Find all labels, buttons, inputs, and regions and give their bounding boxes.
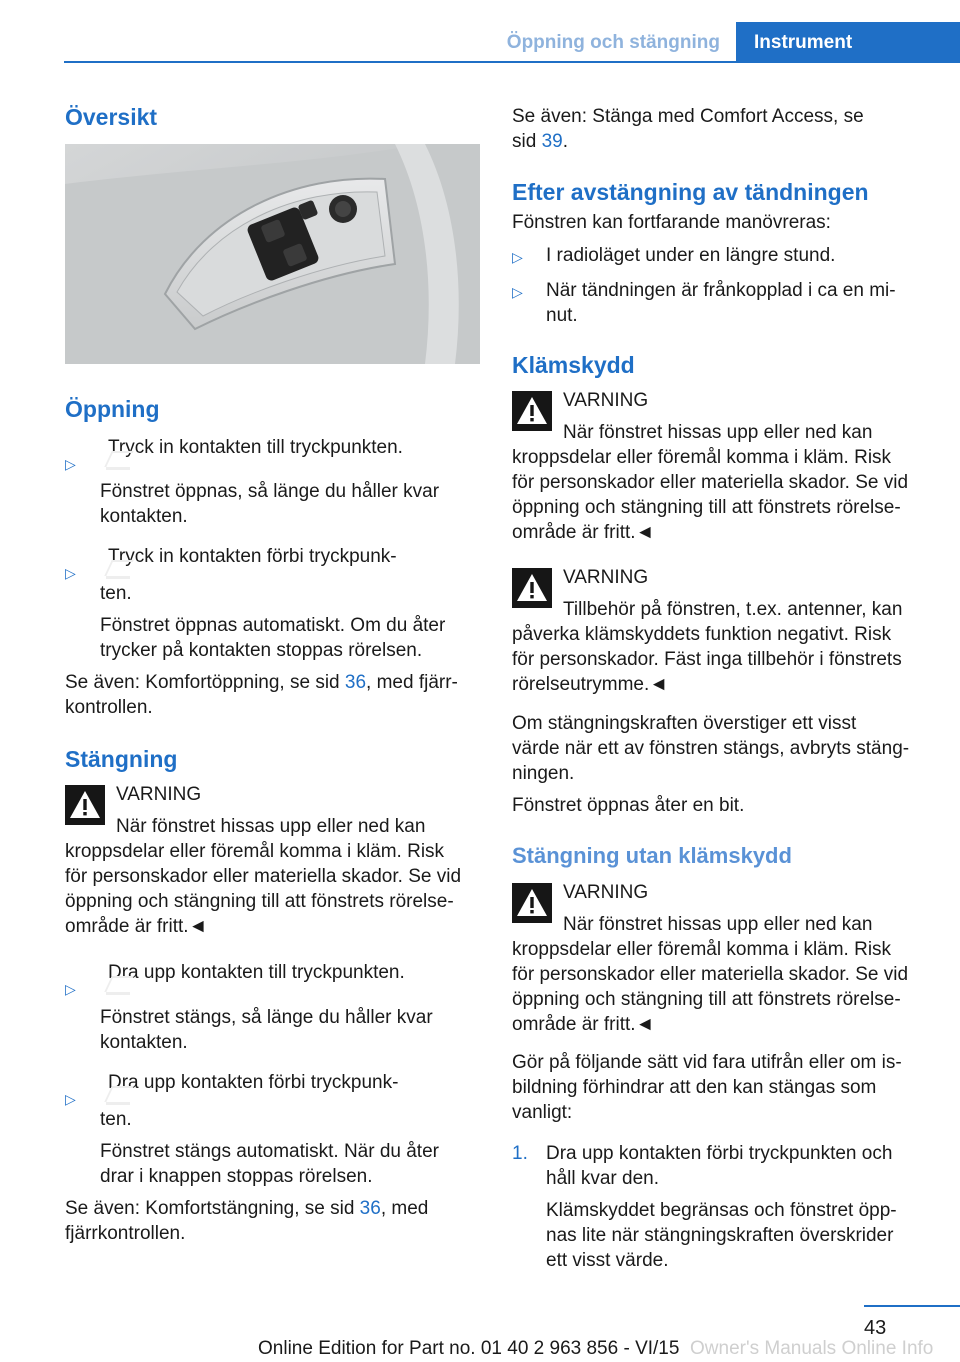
warning-text: rörelseutrymme.◄ <box>512 674 669 695</box>
close-see-also: Se även: Komfortstängning, se sid 36, med <box>65 1198 429 1219</box>
warning-title: VARNING <box>116 784 202 805</box>
heading-oversikt: Översikt <box>65 104 158 130</box>
efter-bullet-2-cont: nut. <box>546 305 578 326</box>
open-b2-text-1: Fönstret öppnas automatiskt. Om du åter <box>100 615 446 636</box>
bullet-marker: ▷ <box>65 1091 76 1107</box>
step-text: håll kvar den. <box>546 1168 660 1189</box>
close-b1-action: Dra upp kontakten till tryckpunkten. <box>108 962 405 983</box>
bullet-marker: ▷ <box>65 565 76 581</box>
warning-text: för personskador eller materiella skador. Se vid <box>512 964 909 985</box>
step-text: ett visst värde. <box>546 1250 669 1271</box>
warning-icon <box>512 883 552 923</box>
warning-text: för personskador. Fäst inga tillbehör i fönstrets <box>512 649 902 670</box>
close-b2-action: Dra upp kontakten förbi tryckpunk- <box>108 1072 399 1093</box>
efter-bullet-1: I radioläget under en längre stund. <box>546 245 836 266</box>
bullet-marker: ▷ <box>65 981 76 997</box>
open-b1-action: Tryck in kontakten till tryckpunkten. <box>108 437 403 458</box>
open-b2-action-2: ten. <box>100 583 132 604</box>
heading-oppning: Öppning <box>65 396 160 422</box>
close-bullet-2 <box>100 1065 490 1105</box>
bullet-marker: ▷ <box>512 249 523 265</box>
heading-efter: Efter avstängning av tändningen <box>512 179 869 205</box>
heading-klamskydd: Klämskydd <box>512 352 635 378</box>
warning-title: VARNING <box>563 567 649 588</box>
efter-intro: Fönstren kan fortfarande manövreras: <box>512 212 831 233</box>
header-tab: Instrument <box>736 22 960 63</box>
page-link[interactable]: 39 <box>541 131 563 152</box>
close-b1-text-1: Fönstret stängs, så länge du håller kvar <box>100 1007 433 1028</box>
heading-utan-klamskydd: Stängning utan klämskydd <box>512 843 792 868</box>
warning-title: VARNING <box>563 882 649 903</box>
close-bullet-1 <box>100 955 490 995</box>
bullet-marker: ▷ <box>65 456 76 472</box>
step-number: 1. <box>512 1143 528 1164</box>
warning-text: När fönstret hissas upp eller ned kan <box>563 914 873 935</box>
warning-text: för personskador eller materiella skador. Se vid <box>512 472 909 493</box>
footer-edition: Online Edition for Part no. 01 40 2 963 856 - VI/15 <box>258 1338 680 1359</box>
warning-text: påverka klämskyddets funktion negativt. Risk <box>512 624 892 645</box>
warning-text: När fönstret hissas upp eller ned kan <box>563 422 873 443</box>
om-text: värde när ett av fönstren stängs, avbryts stäng- <box>512 738 910 759</box>
warning-text: När fönstret hissas upp eller ned kan <box>116 816 426 837</box>
bullet-marker: ▷ <box>512 284 523 300</box>
warning-text: kroppsdelar eller föremål komma i kläm. Risk <box>512 939 892 960</box>
open-b1-text-2: kontakten. <box>100 506 188 527</box>
close-b1-text-2: kontakten. <box>100 1032 188 1053</box>
close-b2-text-2: drar i knappen stoppas rörelsen. <box>100 1166 373 1187</box>
door-switch-photo <box>65 144 480 364</box>
header-section: Öppning och stängning <box>506 32 720 53</box>
gor-text: bildning förhindrar att den kan stängas som <box>512 1077 877 1098</box>
right-see-also-2: sid 39. <box>512 131 568 152</box>
close-b2-action-2: ten. <box>100 1109 132 1130</box>
warning-icon <box>65 785 105 825</box>
warning-text: öppning och stängning till att fönstrets rörelse- <box>65 891 454 912</box>
open-see-also: Se även: Komfortöppning, se sid 36, med fjärr- <box>65 672 458 693</box>
page-link[interactable]: 36 <box>344 672 367 693</box>
warning-text: kroppsdelar eller föremål komma i kläm. Risk <box>512 447 892 468</box>
step-text: Klämskyddet begränsas och fönstret öpp- <box>546 1200 897 1221</box>
page-number: 43 <box>864 1317 887 1339</box>
warning-text: område är fritt.◄ <box>512 522 655 543</box>
open-see-also-2: kontrollen. <box>65 697 153 718</box>
open-bullet-1 <box>100 430 490 470</box>
warning-title: VARNING <box>563 390 649 411</box>
warning-text: område är fritt.◄ <box>65 916 208 937</box>
warning-text: kroppsdelar eller föremål komma i kläm. Risk <box>65 841 445 862</box>
heading-stangning: Stängning <box>65 746 178 772</box>
header-rule <box>64 61 960 63</box>
open-b2-text-2: trycker på kontakten stoppas rörelsen. <box>100 640 423 661</box>
gor-text: Gör på följande sätt vid fara utifrån eller om is- <box>512 1052 902 1073</box>
om-text: Om stängningskraften överstiger ett visst <box>512 713 857 734</box>
open-bullet-2 <box>100 539 490 579</box>
warning-text: område är fritt.◄ <box>512 1014 655 1035</box>
fonstret-text: Fönstret öppnas åter en bit. <box>512 795 745 816</box>
warning-text: Tillbehör på fönstren, t.ex. antenner, kan <box>563 599 903 620</box>
warning-text: för personskador eller materiella skador. Se vid <box>65 866 462 887</box>
step-text: Dra upp kontakten förbi tryckpunkten och <box>546 1143 893 1164</box>
warning-text: öppning och stängning till att fönstrets rörelse- <box>512 989 901 1010</box>
warning-text: öppning och stängning till att fönstrets rörelse- <box>512 497 901 518</box>
right-see-also: Se även: Stänga med Comfort Access, se <box>512 106 864 127</box>
gor-text: vanligt: <box>512 1102 573 1123</box>
warning-icon <box>512 568 552 608</box>
open-b2-action: Tryck in kontakten förbi tryckpunk- <box>108 546 397 567</box>
step-text: nas lite när stängningskraften överskrider <box>546 1225 894 1246</box>
efter-bullet-2: När tändningen är frånkopplad i ca en mi- <box>546 280 896 301</box>
close-b2-text-1: Fönstret stängs automatiskt. När du åter <box>100 1141 439 1162</box>
footer-rule <box>864 1305 960 1307</box>
watermark: Owner's Manuals Online Info <box>690 1338 934 1359</box>
om-text: ningen. <box>512 763 575 784</box>
open-b1-text-1: Fönstret öppnas, så länge du håller kvar <box>100 481 440 502</box>
page-link[interactable]: 36 <box>359 1198 381 1219</box>
close-see-also-2: fjärrkontrollen. <box>65 1223 186 1244</box>
warning-icon <box>512 391 552 431</box>
